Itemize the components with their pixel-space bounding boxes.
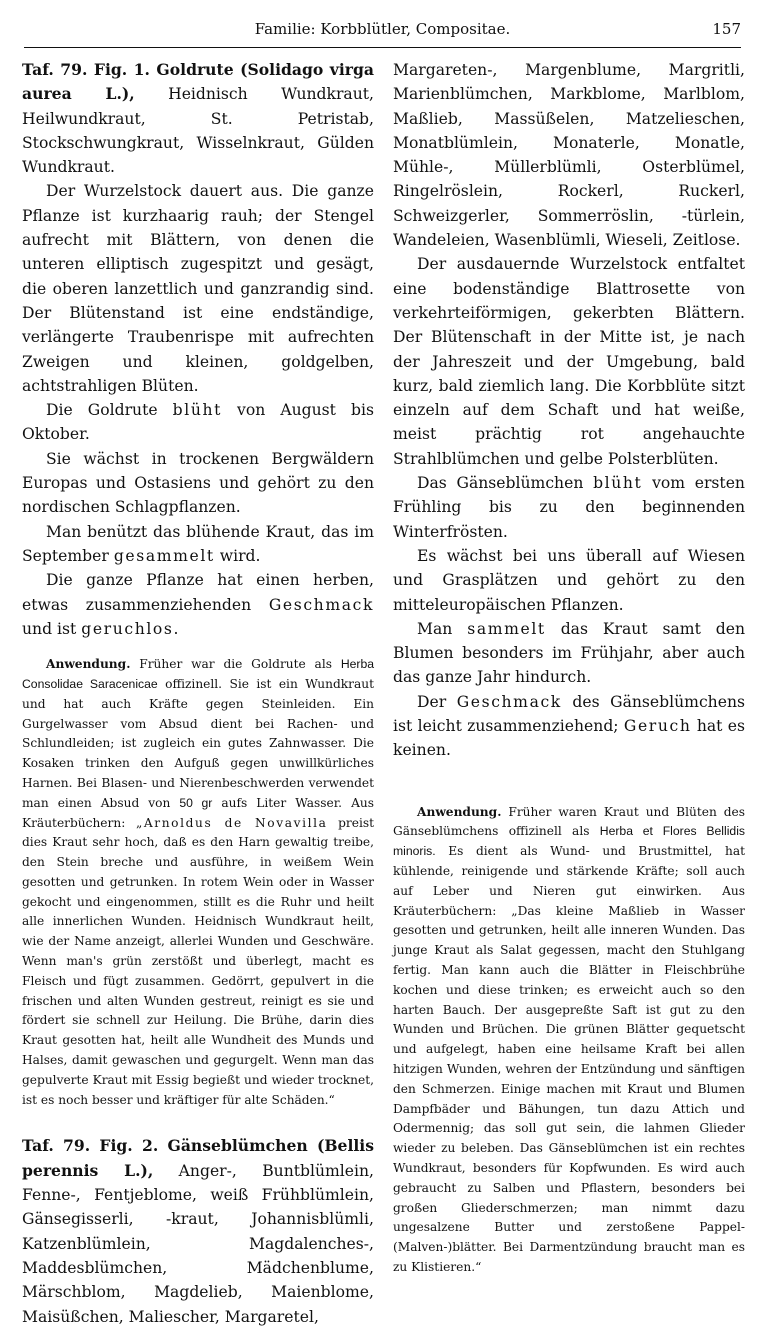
gaense-habitat: Es wächst bei uns überall auf Wiesen und Grasplätzen und gehört zu den mitteleuropäischen Pflanzen. bbox=[393, 546, 745, 614]
goldrute-description: Der Wurzelstock dauert aus. Die ganze Pflanze ist kurzhaarig rauh; der Stengel aufrecht mit Blättern, von denen die unteren elliptisch zugespitzt und gesägt, die oberen lanzettlich und ganzrandig sind. Der Blütenstand ist eine endständige, verlängerte Traubenrispe mit aufrechten Zweigen und kleinen, goldgelben, achtstrahligen Blüten. bbox=[22, 182, 374, 395]
goldrute-use-amount: 50 gr bbox=[179, 795, 213, 810]
goldrute-bloom-emphasis: blüht bbox=[172, 401, 222, 420]
goldrute-use-2: offizinell. Sie ist ein Wundkraut und hat auch Kräfte gegen Steinleiden. Ein Gurgelwasser vom Absud dient bei Rachen- und Schlundleiden; ist zugleich ein gutes Zahnwasser. Die Kosaken trinken den Aufguß gegen unwillkürliches Harnen. Bei Blasen- und Nierenbeschwerden verwendet man einen Absud von bbox=[22, 676, 374, 810]
goldrute-use-4: preist dies Kraut sehr hoch, daß es den Harn gewaltig treibe, den Stein breche und ausführe, in weißem Wein gesotten und getrunken. In rotem Wein oder in Wasser gekocht und eingenommen, stillt es die Ruhr und heilt alle innerlichen Wunden. Heidnisch Wundkraut heilt, wie der Name anzeigt, allerlei Wunden und Geschwäre. Wenn man's grün zerstößt und überlegt, macht es Fleisch und fügt zusammen. Gedörrt, gepulvert in die frischen und alten Wunden gestreut, reinigt es sie und fördert sie schnell zur Heilung. Die Brühe, darin dies Kraut gesotten hat, heilt alle Wundheit des Munds und Halses, damit gewaschen und gegurgelt. Wenn man das gepulverte Kraut mit Essig begießt und wieder trocknet, ist es noch besser und kräftiger für alte Schäden.“ bbox=[22, 815, 375, 1107]
gaense-common-names-b: Margareten-, Margenblume, Margritli, Marienblümchen, Markblome, Marlblom, Maßlieb, Massüßelen, Matzelieschen, Monatblümlein, Monaterle, Monatle, Mühle-, Müllerblümli, Osterblümel, Ringelröslein, Rockerl, Ruckerl, Schweizgerler, Sommerröslin, -türlein, Wandeleien, Wasenblümli, Wieseli, Zeitlose. bbox=[393, 61, 745, 250]
running-header bbox=[24, 20, 741, 46]
goldrute-collect-post: wird. bbox=[219, 546, 261, 565]
gaense-taste-emphasis: Geschmack bbox=[456, 692, 562, 711]
goldrute-use-latin: Herba Consolidae Saracenicae bbox=[22, 657, 375, 691]
gaense-use-latin: Herba et Flores Bellidis minoris. bbox=[393, 824, 746, 859]
goldrute-use-author: „Arnoldus de Novavilla bbox=[135, 815, 328, 830]
goldrute-common-names: Heidnisch Wundkraut, Heilwundkraut, St. Petristab, Stockschwungkraut, Wisselnkraut, Gülden Wundkraut. bbox=[22, 85, 374, 177]
gaense-entry-title bbox=[22, 1134, 374, 1328]
gaense-common-names-a: Anger-, Buntblümlein, Fenne-, Fentjeblome, weiß Frühblümlein, Gänsegisserli, -kraut, Johannisblümli, Katzenblümlein, Magdalenches-, Maddesblümchen, Mädchenblume, Märschblom, Magdelieb, Maienblome, Maisüßchen, Maliescher, Margaretel, bbox=[22, 1161, 375, 1326]
gaense-collect-post: das Kraut samt den Blumen besonders im Frühjahr, aber auch das ganze Jahr hindurch. bbox=[393, 619, 745, 687]
gaense-usage bbox=[393, 803, 745, 1278]
goldrute-collect-emphasis: gesammelt bbox=[113, 546, 215, 565]
gaense-collect-emphasis: sammelt bbox=[467, 619, 546, 638]
goldrute-anwendung-label: Anwendung. bbox=[46, 657, 131, 672]
gaense-bloom-post: vom ersten Frühling bis zu den beginnenden Winterfrösten. bbox=[393, 474, 745, 541]
left-column bbox=[22, 58, 374, 1329]
goldrute-taste-mid: und ist bbox=[22, 619, 77, 638]
gaense-bloom-emphasis: blüht bbox=[593, 474, 643, 493]
page-number: 157 bbox=[712, 20, 741, 38]
gaense-taste-pre: Der bbox=[417, 692, 447, 711]
section-gap bbox=[22, 1110, 374, 1134]
gaense-collect-pre: Man bbox=[417, 619, 453, 638]
goldrute-usage bbox=[22, 655, 374, 1110]
gaense-description: Der ausdauernde Wurzelstock entfaltet eine bodenständige Blattrosette von verkehrteiförmigen, gekerbten Blättern. Der Blütenschaft in der Mitte ist, je nach der Jahreszeit und der Umgebung, bald kurz, bald ziemlich lang. Die Korbblüte sitzt einzeln auf dem Schaft und hat weiße, meist prächtig rot angehauchte Strahlblümchen und gelbe Polsterblüten. bbox=[393, 255, 745, 468]
gaense-taste-mid: des Gänseblümchens ist leicht zusammenziehend; bbox=[393, 692, 745, 736]
goldrute-entry-title bbox=[22, 58, 374, 179]
gaense-use-2: Es dient als Wund- und Brustmittel, hat kühlende, reinigende und stärkende Kräfte; soll auch auf Leber und Nieren gut einwirken. Aus Kräuterbüchern: „Das kleine Maßlieb in Wasser gesotten und getrunken, heilt alle inneren Wunden. Das junge Kraut als Salat gegessen, macht den Stuhlgang fertig. Man kann auch die Blätter in Fleischbrühe kochen und diese trinken; es erweicht auch so den harten Bauch. Der ausgepreßte Saft ist gut zu den Wunden und Brüchen. Die grünen Blätter gequetscht und aufgelegt, haben eine heilsame Kraft bei allen hitzigen Wunden, wehren der Entzündung und sänftigen den Schmerzen. Einige machen mit Kraut und Blumen Dampfbäder und Bähungen, tun dazu Attich und Odermennig; das soll gut sein, die lahmen Glieder wieder zu beleben. Das Gänseblümchen ist ein rechtes Wundkraut, besonders für Kopfwunden. Es wird auch gebraucht zu Salben und Pflastern, besonders bei großen Gliederschmerzen; man nimmt dazu ungesalzene Butter und zerstoßene Pappel- (Malven-)blätter. Bei Darmentzündung braucht man es zu Klistieren.“ bbox=[393, 844, 746, 1274]
right-column bbox=[393, 58, 745, 1278]
goldrute-habitat: Sie wächst in trockenen Bergwäldern Europas und Ostasiens und gehört zu den nordischen Schlagpflanzen. bbox=[22, 449, 374, 517]
gaense-bloom-pre: Das Gänseblümchen bbox=[417, 474, 584, 493]
goldrute-taste bbox=[22, 568, 374, 641]
gaense-use-1: Früher waren Kraut und Blüten des Gänseblümchens offizinell als bbox=[393, 804, 745, 839]
goldrute-taste-emphasis: Geschmack bbox=[268, 595, 374, 614]
gaense-collection bbox=[393, 617, 745, 690]
goldrute-bloom-post: von August bis Oktober. bbox=[22, 401, 374, 444]
gaense-bloom bbox=[393, 471, 745, 544]
gaense-taste bbox=[393, 690, 745, 763]
goldrute-collect-pre: Man benützt das blühende Kraut, das im September bbox=[22, 522, 374, 565]
goldrute-collection bbox=[22, 520, 374, 569]
goldrute-heading: Taf. 79. Fig. 1. Goldrute (Solidago virga aurea L.), bbox=[22, 60, 374, 104]
gaense-taste-post: hat es keinen. bbox=[393, 717, 745, 760]
goldrute-bloom bbox=[22, 398, 374, 447]
goldrute-use-1: Früher war die Goldrute als bbox=[139, 657, 332, 672]
goldrute-smell-emphasis: geruchlos. bbox=[81, 619, 181, 638]
gaense-heading: Taf. 79. Fig. 2. Gänseblümchen (Bellis perennis L.), bbox=[22, 1136, 374, 1180]
goldrute-use-3: aufs Liter Wasser. Aus Kräuterbüchern: bbox=[22, 795, 374, 830]
section-gap bbox=[393, 763, 745, 803]
goldrute-taste-pre: Die ganze Pflanze hat einen herben, etwas zusammenziehenden bbox=[22, 571, 374, 614]
goldrute-bloom-pre: Die Goldrute bbox=[46, 401, 158, 420]
header-title: Familie: Korbblütler, Compositae. bbox=[254, 20, 511, 38]
gaense-smell-emphasis: Geruch bbox=[623, 717, 692, 736]
section-gap bbox=[22, 641, 374, 655]
header-rule bbox=[24, 47, 741, 48]
gaense-anwendung-label: Anwendung. bbox=[417, 804, 502, 819]
